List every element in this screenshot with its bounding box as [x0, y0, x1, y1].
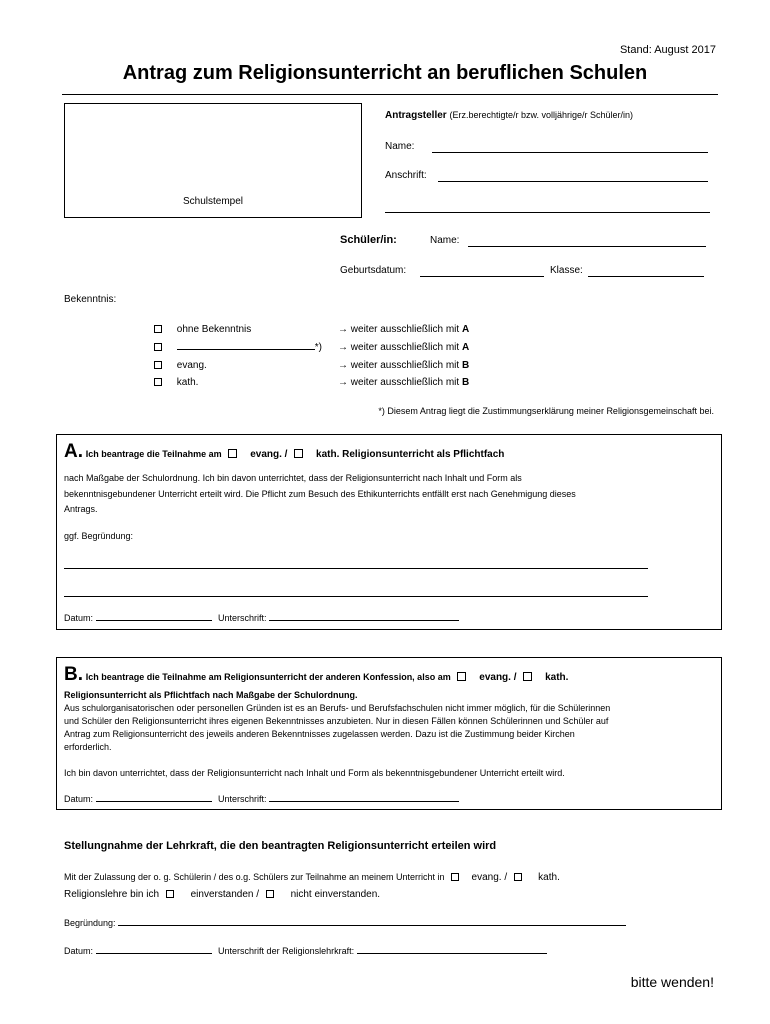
confession-result-3: → weiter ausschließlich mit B: [338, 360, 470, 371]
section-b-text-5: Ich bin davon unterrichtet, dass der Religionsunterricht nach Inhalt und Form als bekenntnisgebundener Unterricht erteilt wird.: [64, 768, 565, 778]
section-a-box: [56, 434, 722, 630]
signature-label: Unterschrift:: [218, 613, 267, 623]
checkbox[interactable]: [154, 343, 162, 351]
confession-result-1: → weiter ausschließlich mit A: [338, 324, 470, 335]
signature-label: Unterschrift:: [218, 794, 267, 804]
birthdate-field[interactable]: [420, 276, 544, 277]
section-b-text-1: Aus schulorganisatorischen oder personellen Gründen ist es an Berufs- und Berufsfachschulen nicht immer möglich, für die Schülerinnen: [64, 703, 611, 713]
confession-option-kath[interactable]: [150, 377, 198, 388]
applicant-heading-label: Antragsteller: [385, 110, 447, 121]
arrow-icon: →: [338, 324, 348, 335]
signature-label: Unterschrift der Religionslehrkraft:: [218, 946, 355, 956]
student-name-label: Name:: [430, 235, 460, 246]
teacher-disagree-checkbox[interactable]: [266, 890, 274, 898]
student-heading: Schüler/in:: [340, 234, 397, 246]
teacher-reason-field[interactable]: [118, 925, 626, 926]
teacher-reason-row: [64, 918, 626, 928]
section-a-letter: A.: [64, 441, 83, 462]
teacher-kath-checkbox[interactable]: [514, 873, 522, 881]
section-a-text-3: Antrags.: [64, 504, 98, 514]
section-a-heading: A. Ich beantrage die Teilnahme am evang. / kath. Religionsunterricht als Pflichtfach: [64, 441, 505, 462]
section-a-signature-row: [64, 613, 459, 623]
section-a-kath-checkbox[interactable]: [294, 449, 303, 458]
checkbox[interactable]: [154, 378, 162, 386]
stamp-label: Schulstempel: [182, 196, 244, 207]
section-b-kath-checkbox[interactable]: [523, 672, 532, 681]
applicant-address-field-2[interactable]: [385, 212, 710, 213]
birthdate-label: Geburtsdatum:: [340, 265, 407, 276]
footer-note: bitte wenden!: [630, 974, 714, 990]
teacher-signature-row: [64, 946, 547, 956]
section-b-heading: B. Ich beantrage die Teilnahme am Religionsunterricht der anderen Konfession, also am evang. / kath.: [64, 664, 569, 685]
section-a-signature-field[interactable]: [269, 620, 459, 621]
applicant-address-field[interactable]: [438, 181, 708, 182]
school-stamp-box: [64, 103, 362, 218]
section-b-date-field[interactable]: [96, 801, 212, 802]
arrow-icon: →: [338, 360, 348, 371]
page-title: Antrag zum Religionsunterricht an beruflichen Schulen: [122, 62, 648, 84]
other-confession-field[interactable]: [177, 349, 315, 350]
confession-footnote: *) Diesem Antrag liegt die Zustimmungserklärung meiner Religionsgemeinschaft bei.: [378, 406, 714, 416]
confession-label: Bekenntnis:: [64, 294, 117, 305]
section-a-text-1: nach Maßgabe der Schulordnung. Ich bin davon unterrichtet, dass der Religionsunterricht nach Inhalt und Form als: [64, 473, 522, 483]
teacher-date-field[interactable]: [96, 953, 212, 954]
section-b-text-4: erforderlich.: [64, 742, 112, 752]
option-label: evang.: [176, 360, 207, 371]
title-divider: [62, 94, 718, 95]
applicant-name-field[interactable]: [432, 152, 708, 153]
arrow-icon: →: [338, 377, 348, 388]
section-a-reason-label: ggf. Begründung:: [64, 531, 134, 541]
class-field[interactable]: [588, 276, 704, 277]
section-b-signature-field[interactable]: [269, 801, 459, 802]
teacher-agree-checkbox[interactable]: [166, 890, 174, 898]
section-b-letter: B.: [64, 664, 83, 685]
stand-date: Stand: August 2017: [619, 44, 716, 56]
section-a-reason-line-1[interactable]: [64, 568, 648, 569]
section-a-evang-checkbox[interactable]: [228, 449, 237, 458]
confession-option-other[interactable]: *): [150, 342, 322, 353]
section-a-text-2: bekenntnisgebundener Unterricht erteilt wird. Die Pflicht zum Besuch des Ethikunterrichts entfällt erst nach Genehmigung dieses: [64, 489, 576, 499]
date-label: Datum:: [64, 794, 94, 804]
option-label: kath.: [176, 377, 199, 388]
section-b-text-2: und Schüler den Religionsunterricht ihres eigenen Bekenntnisses anzubieten. Nur in diesen Fällen können Schülerinnen und Schüler auf: [64, 716, 609, 726]
confession-result-2: → weiter ausschließlich mit A: [338, 342, 470, 353]
date-label: Datum:: [64, 613, 94, 623]
reason-label: Begründung:: [64, 918, 116, 928]
section-b-signature-row: [64, 794, 459, 804]
arrow-icon: →: [338, 342, 348, 353]
section-a-reason-line-2[interactable]: [64, 596, 648, 597]
class-label: Klasse:: [550, 265, 583, 276]
teacher-evang-checkbox[interactable]: [451, 873, 459, 881]
teacher-line-1: Mit der Zulassung der o. g. Schülerin / des o.g. Schülers zur Teilnahme an meinem Unterricht in evang. / kath.: [64, 872, 560, 883]
date-label: Datum:: [64, 946, 94, 956]
teacher-line-2: Religionslehre bin ich einverstanden / nicht einverstanden.: [64, 889, 381, 900]
section-a-date-field[interactable]: [96, 620, 212, 621]
confession-option-evang[interactable]: [150, 360, 207, 371]
student-name-field[interactable]: [468, 246, 706, 247]
teacher-heading: Stellungnahme der Lehrkraft, die den beantragten Religionsunterricht erteilen wird: [64, 840, 497, 852]
section-b-subline: Religionsunterricht als Pflichtfach nach Maßgabe der Schulordnung.: [64, 690, 358, 700]
option-label: ohne Bekenntnis: [176, 324, 252, 335]
section-b-text-3: Antrag zum Religionsunterricht des jeweils anderen Bekenntnisses zugelassen werden. Dazu ist die Zustimmung beider Kirchen: [64, 729, 575, 739]
applicant-heading-note: (Erz.berechtigte/r bzw. volljährige/r Schüler/in): [449, 110, 634, 120]
applicant-name-label: Name:: [385, 141, 415, 152]
teacher-signature-field[interactable]: [357, 953, 547, 954]
section-b-evang-checkbox[interactable]: [457, 672, 466, 681]
applicant-heading: [385, 110, 633, 121]
applicant-address-label: Anschrift:: [385, 170, 427, 181]
checkbox[interactable]: [154, 325, 162, 333]
confession-result-4: → weiter ausschließlich mit B: [338, 377, 470, 388]
checkbox[interactable]: [154, 361, 162, 369]
confession-option-none[interactable]: [150, 324, 251, 335]
